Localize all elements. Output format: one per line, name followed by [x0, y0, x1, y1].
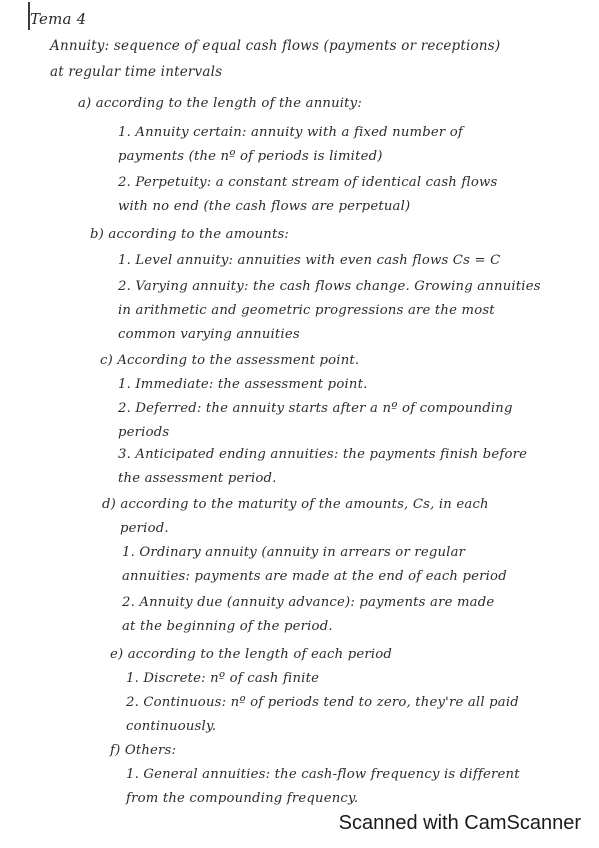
- section-e-item-1: 1. Discrete: nº of cash finite: [126, 671, 320, 686]
- section-e-item-2-line-2: continuously.: [126, 719, 217, 734]
- camscanner-watermark: Scanned with CamScanner: [338, 812, 581, 834]
- section-b-item-2-line-3: common varying annuities: [118, 327, 300, 342]
- section-b-item-1: 1. Level annuity: annuities with even cash flows Cs = C: [118, 253, 501, 268]
- section-d-item-2-line-2: at the beginning of the period.: [122, 619, 333, 634]
- section-a-item-2-line-1: 2. Perpetuity: a constant stream of identical cash flows: [118, 175, 498, 190]
- section-e-item-2-line-1: 2. Continuous: nº of periods tend to zero, they're all paid: [126, 695, 519, 710]
- section-e-heading: e) according to the length of each period: [110, 647, 393, 662]
- section-c-item-2-line-2: periods: [118, 425, 170, 440]
- section-c-item-3-line-2: the assessment period.: [118, 471, 277, 486]
- section-a-item-1-line-1: 1. Annuity certain: annuity with a fixed number of: [118, 125, 464, 140]
- section-d-heading-line-1: d) according to the maturity of the amounts, Cs, in each: [102, 497, 489, 512]
- section-c-item-3-line-1: 3. Anticipated ending annuities: the payments finish before: [118, 447, 528, 462]
- section-a-item-2-line-2: with no end (the cash flows are perpetual): [118, 199, 411, 214]
- section-b-item-2-line-1: 2. Varying annuity: the cash flows change. Growing annuities: [118, 279, 541, 294]
- section-d-item-2-line-1: 2. Annuity due (annuity advance): payments are made: [122, 595, 495, 610]
- section-f-heading: f) Others:: [110, 743, 177, 758]
- section-c-heading: c) According to the assessment point.: [100, 353, 360, 368]
- section-b-item-2-line-2: in arithmetic and geometric progressions are the most: [118, 303, 495, 318]
- page-title: Tema 4: [30, 10, 87, 28]
- definition-line-2: at regular time intervals: [50, 64, 223, 80]
- section-d-item-1-line-1: 1. Ordinary annuity (annuity in arrears or regular: [122, 545, 466, 560]
- section-f-item-1-line-2: from the compounding frequency.: [126, 791, 359, 806]
- section-f-item-1-line-1: 1. General annuities: the cash-flow frequency is different: [126, 767, 520, 782]
- section-c-item-2-line-1: 2. Deferred: the annuity starts after a nº of compounding: [118, 401, 513, 416]
- section-d-item-1-line-2: annuities: payments are made at the end of each period: [122, 569, 507, 584]
- section-d-heading-line-2: period.: [120, 521, 169, 536]
- section-c-item-1: 1. Immediate: the assessment point.: [118, 377, 368, 392]
- section-a-item-1-line-2: payments (the nº of periods is limited): [118, 149, 383, 164]
- definition-line-1: Annuity: sequence of equal cash flows (payments or receptions): [50, 38, 501, 54]
- section-b-heading: b) according to the amounts:: [90, 227, 290, 242]
- section-a-heading: a) according to the length of the annuity:: [78, 96, 362, 111]
